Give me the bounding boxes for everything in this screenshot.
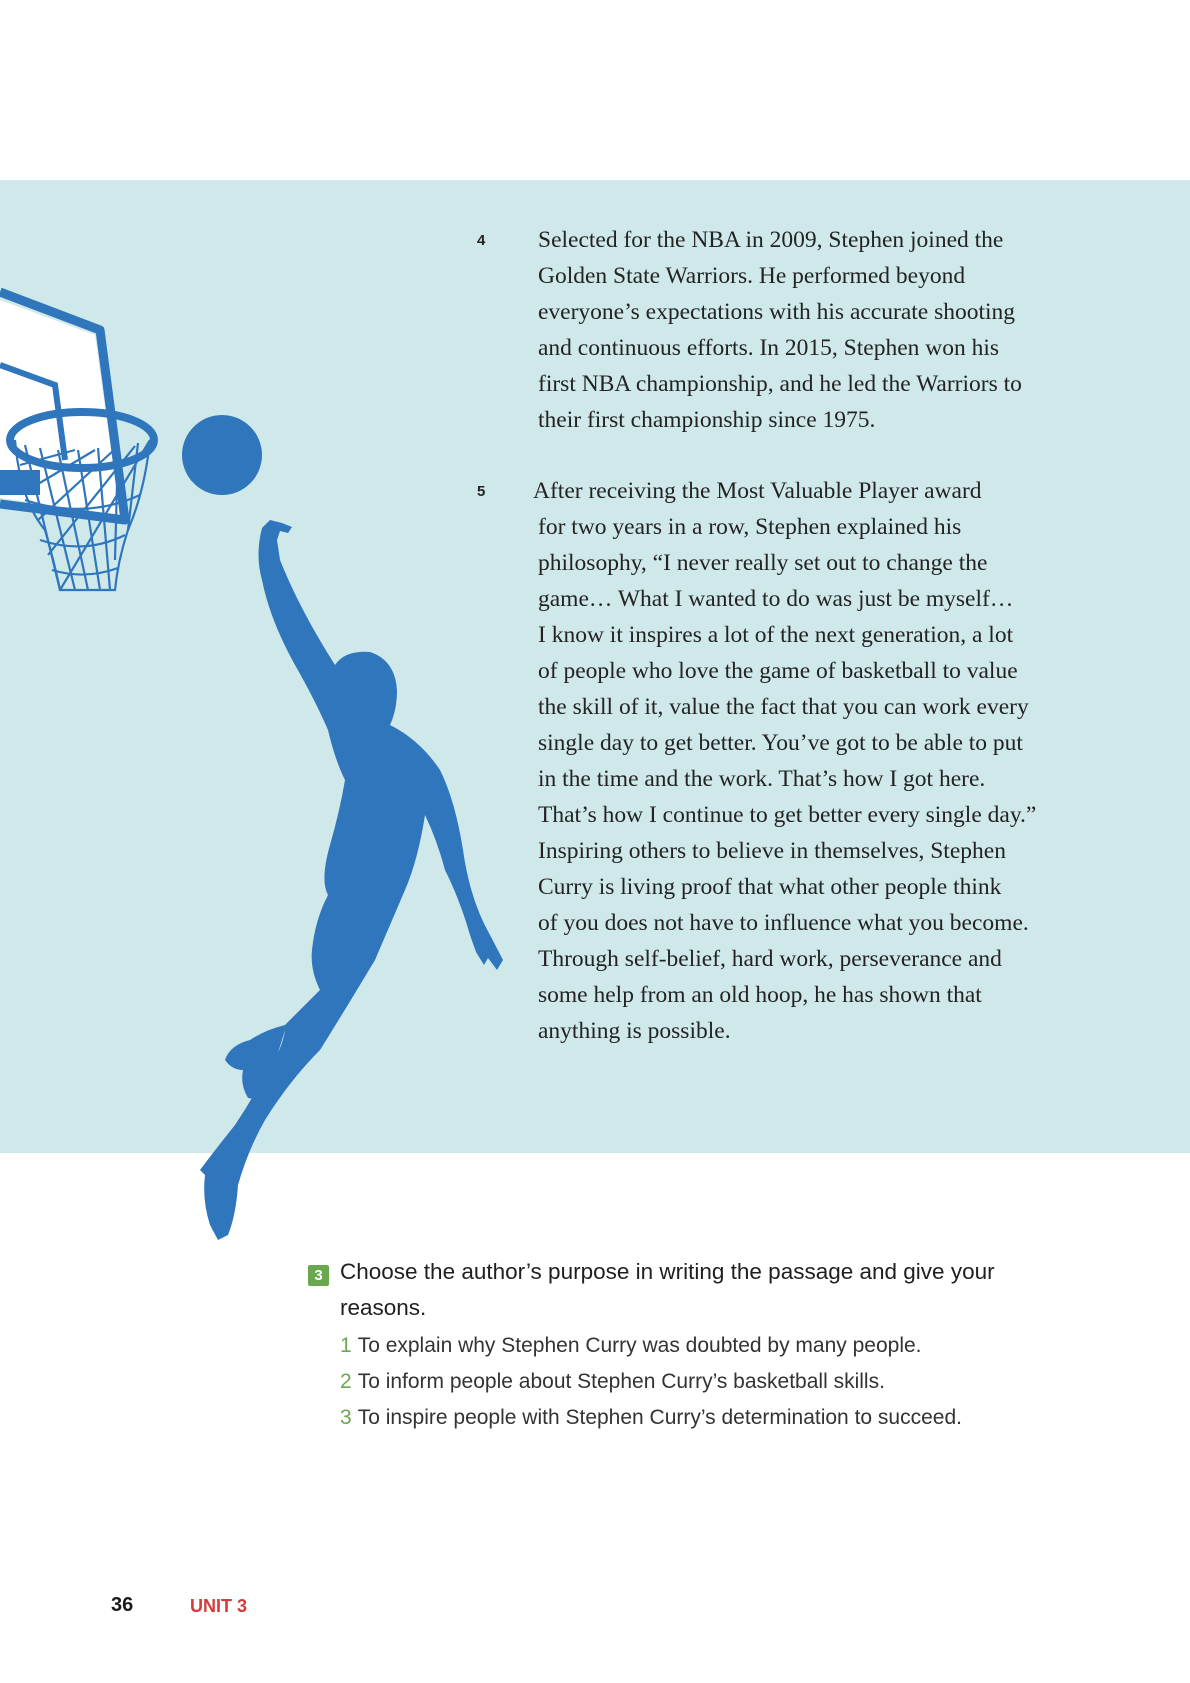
answer-option-3[interactable] — [340, 1400, 962, 1436]
paragraph-line: first NBA championship, and he led the Warriors to — [538, 371, 1022, 397]
option-text: To inspire people with Stephen Curry’s determination to succeed. — [357, 1406, 962, 1429]
paragraph-5 — [477, 473, 1085, 1049]
paragraph-line: I know it inspires a lot of the next generation, a lot — [538, 622, 1014, 648]
basketball-icon — [182, 415, 262, 495]
paragraph-line: the skill of it, value the fact that you can work every — [538, 694, 1029, 720]
paragraph-line: of people who love the game of basketball to value — [538, 658, 1018, 684]
paragraph-line: for two years in a row, Stephen explained his — [538, 514, 962, 540]
option-text: To inform people about Stephen Curry’s basketball skills. — [357, 1370, 885, 1393]
backboard-icon — [0, 292, 125, 520]
question-line: reasons. — [340, 1295, 427, 1320]
option-number: 3 — [340, 1406, 352, 1429]
paragraph-4 — [477, 222, 1085, 438]
answer-options — [340, 1328, 962, 1436]
paragraph-line: Golden State Warriors. He performed beyond — [538, 263, 966, 289]
paragraph-line: That’s how I continue to get better every single day.” — [538, 802, 1037, 828]
paragraph-line: their first championship since 1975. — [538, 407, 876, 433]
paragraph-line: in the time and the work. That’s how I got here. — [538, 766, 986, 792]
paragraph-line: and continuous efforts. In 2015, Stephen won his — [538, 335, 1000, 361]
page-number: 36 — [111, 1594, 134, 1616]
option-number: 2 — [340, 1370, 352, 1393]
paragraph-line: everyone’s expectations with his accurate shooting — [538, 299, 1016, 325]
paragraph-line: anything is possible. — [538, 1018, 731, 1044]
paragraph-line: of you does not have to influence what you become. — [538, 910, 1029, 936]
paragraph-line: game… What I wanted to do was just be myself… — [538, 586, 1014, 612]
answer-option-2[interactable] — [340, 1364, 962, 1400]
player-silhouette-icon — [200, 520, 503, 1240]
paragraph-line: some help from an old hoop, he has shown that — [538, 982, 982, 1008]
paragraph-line: Through self-belief, hard work, perseverance and — [538, 946, 1002, 972]
paragraph-line: After receiving the Most Valuable Player award — [533, 478, 982, 504]
paragraph-line: Selected for the NBA in 2009, Stephen joined the — [538, 227, 1004, 253]
question-line: Choose the author’s purpose in writing the passage and give your — [340, 1259, 995, 1284]
paragraph-number: 4 — [477, 232, 486, 249]
option-text: To explain why Stephen Curry was doubted by many people. — [357, 1334, 922, 1357]
answer-option-1[interactable] — [340, 1328, 962, 1364]
activity-question — [340, 1254, 1100, 1326]
activity-number-badge: 3 — [308, 1265, 329, 1286]
paragraph-line: philosophy, “I never really set out to change the — [538, 550, 988, 576]
paragraph-line: Curry is living proof that what other people think — [538, 874, 1002, 900]
unit-label: UNIT 3 — [190, 1596, 248, 1616]
paragraph-line: single day to get better. You’ve got to be able to put — [538, 730, 1023, 756]
paragraph-line: Inspiring others to believe in themselves, Stephen — [538, 838, 1006, 864]
paragraph-number: 5 — [477, 483, 486, 500]
option-number: 1 — [340, 1334, 352, 1357]
